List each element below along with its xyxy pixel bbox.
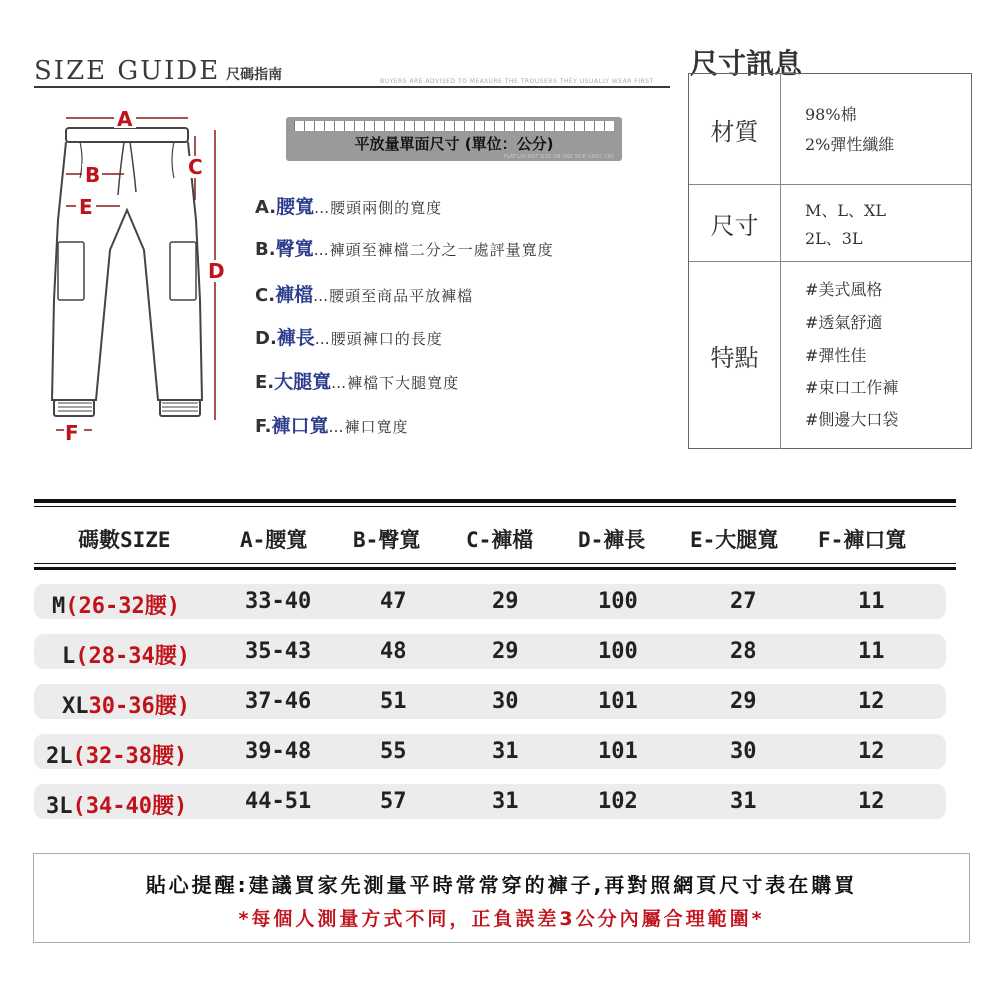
- cell-m-hem: 11: [858, 589, 885, 614]
- cell-l-hem: 11: [858, 639, 885, 664]
- info-key-size: 尺寸: [689, 185, 781, 262]
- col-header-hip: B-臀寬: [353, 528, 421, 552]
- header-divider: [34, 86, 670, 88]
- cell-l-length: 100: [598, 639, 638, 664]
- row-size-m: M(26-32腰): [52, 594, 180, 619]
- reminder-line-1: 貼心提醒:建議買家先測量平時常常穿的褲子,再對照網頁尺寸表在購買: [145, 873, 858, 897]
- col-header-rise: C-褲檔: [466, 528, 534, 552]
- info-row-size: [689, 184, 971, 262]
- measure-row-b: B.臀寬…褲頭至褲檔二分之一處評量寬度: [255, 238, 554, 260]
- cell-3l-hem: 12: [858, 789, 885, 814]
- cell-l-rise: 29: [492, 639, 519, 664]
- col-header-thigh: E-大腿寬: [690, 528, 779, 552]
- cell-xl-thigh: 29: [730, 689, 757, 714]
- cell-m-thigh: 27: [730, 589, 757, 614]
- col-header-hem: F-褲口寬: [818, 528, 907, 552]
- info-val-feature-2: #透氣舒適: [805, 313, 883, 332]
- drawstring-shape: [118, 142, 136, 195]
- info-table: [688, 73, 972, 449]
- cell-m-hip: 47: [380, 589, 407, 614]
- reminder-box: [33, 853, 970, 943]
- label-c: C: [188, 155, 203, 179]
- info-val-material-1: 98%棉: [805, 105, 857, 124]
- right-pocket-shape: [170, 242, 196, 300]
- label-b: B: [85, 163, 101, 187]
- measure-row-f: F.褲口寬…褲口寬度: [255, 415, 409, 437]
- cell-3l-thigh: 31: [730, 789, 757, 814]
- info-row-material: [689, 74, 971, 184]
- cell-2l-thigh: 30: [730, 739, 757, 764]
- ruler-ticks: [294, 121, 614, 131]
- measure-row-c: C.褲檔…腰頭至商品平放褲檔: [255, 284, 474, 306]
- label-f: F: [65, 421, 79, 445]
- cell-2l-length: 101: [598, 739, 638, 764]
- size-guide-title-cn: 尺碼指南: [226, 67, 283, 83]
- col-header-length: D-褲長: [578, 528, 646, 552]
- left-pocket-shape: [58, 242, 84, 300]
- size-guide-title-en: SIZE GUIDE: [34, 56, 221, 86]
- measure-row-e: E.大腿寬…褲檔下大腿寬度: [255, 371, 460, 393]
- ruler-subtitle: FLAT LAY-OUT SIZE ON ONE SIDE (UNIT: CM): [503, 154, 614, 160]
- row-size-2l: 2L(32-38腰): [46, 744, 188, 769]
- cell-3l-waist: 44-51: [245, 789, 312, 814]
- reminder-line-2: *每個人測量方式不同，正負誤差3公分內屬合理範圍*: [238, 908, 765, 930]
- cell-3l-hip: 57: [380, 789, 407, 814]
- ruler-banner: [286, 117, 622, 161]
- cell-xl-waist: 37-46: [245, 689, 312, 714]
- info-key-material: 材質: [689, 74, 781, 184]
- info-val-feature-5: #側邊大口袋: [805, 410, 899, 429]
- table-head-rule: [34, 567, 956, 570]
- row-size-l: L(28-34腰): [62, 644, 190, 669]
- cell-3l-rise: 31: [492, 789, 519, 814]
- cell-2l-hem: 12: [858, 739, 885, 764]
- right-cuff-shape: [160, 400, 200, 416]
- label-a: A: [117, 107, 133, 131]
- cell-xl-hip: 51: [380, 689, 407, 714]
- cell-l-waist: 35-43: [245, 639, 312, 664]
- pants-diagram: [40, 100, 235, 455]
- measure-row-d: D.褲長…腰頭褲口的長度: [255, 327, 443, 349]
- left-cuff-shape: [54, 400, 94, 416]
- row-size-xl: XL30-36腰): [62, 694, 190, 719]
- info-val-size-2: 2L、3L: [805, 229, 863, 248]
- table-top-rule-thin: [34, 506, 956, 507]
- info-title: 尺寸訊息: [690, 47, 803, 80]
- label-e: E: [79, 195, 93, 219]
- info-row-features: [689, 261, 971, 449]
- label-d: D: [208, 259, 225, 283]
- cell-3l-length: 102: [598, 789, 638, 814]
- measure-row-a: A.腰寬…腰頭兩側的寬度: [255, 196, 443, 218]
- info-val-material-2: 2%彈性纖維: [805, 135, 895, 154]
- cell-xl-length: 101: [598, 689, 638, 714]
- ruler-title: 平放量單面尺寸 (單位：公分): [354, 135, 554, 153]
- col-header-waist: A-腰寬: [240, 528, 308, 552]
- cell-xl-rise: 30: [492, 689, 519, 714]
- cell-2l-rise: 31: [492, 739, 519, 764]
- size-guide-title: [34, 56, 282, 86]
- info-val-feature-1: #美式風格: [805, 280, 883, 299]
- info-val-feature-3: #彈性佳: [805, 346, 867, 365]
- info-val-size-1: M、L、XL: [805, 201, 887, 220]
- cell-xl-hem: 12: [858, 689, 885, 714]
- cell-2l-hip: 55: [380, 739, 407, 764]
- table-head-rule-thin: [34, 563, 956, 564]
- cell-m-rise: 29: [492, 589, 519, 614]
- col-header-size: 碼數SIZE: [78, 528, 171, 552]
- cell-m-waist: 33-40: [245, 589, 312, 614]
- cell-l-hip: 48: [380, 639, 407, 664]
- cell-m-length: 100: [598, 589, 638, 614]
- info-key-features: 特點: [689, 262, 781, 449]
- pants-outline: [52, 142, 202, 400]
- cell-2l-waist: 39-48: [245, 739, 312, 764]
- header-small-text: BUYERS ARE ADVISED TO MEASURE THE TROUSERS THEY USUALLY WEAR FIRST: [380, 78, 654, 85]
- table-top-rule: [34, 499, 956, 503]
- row-size-3l: 3L(34-40腰): [46, 794, 188, 819]
- info-val-feature-4: #束口工作褲: [805, 378, 899, 397]
- cell-l-thigh: 28: [730, 639, 757, 664]
